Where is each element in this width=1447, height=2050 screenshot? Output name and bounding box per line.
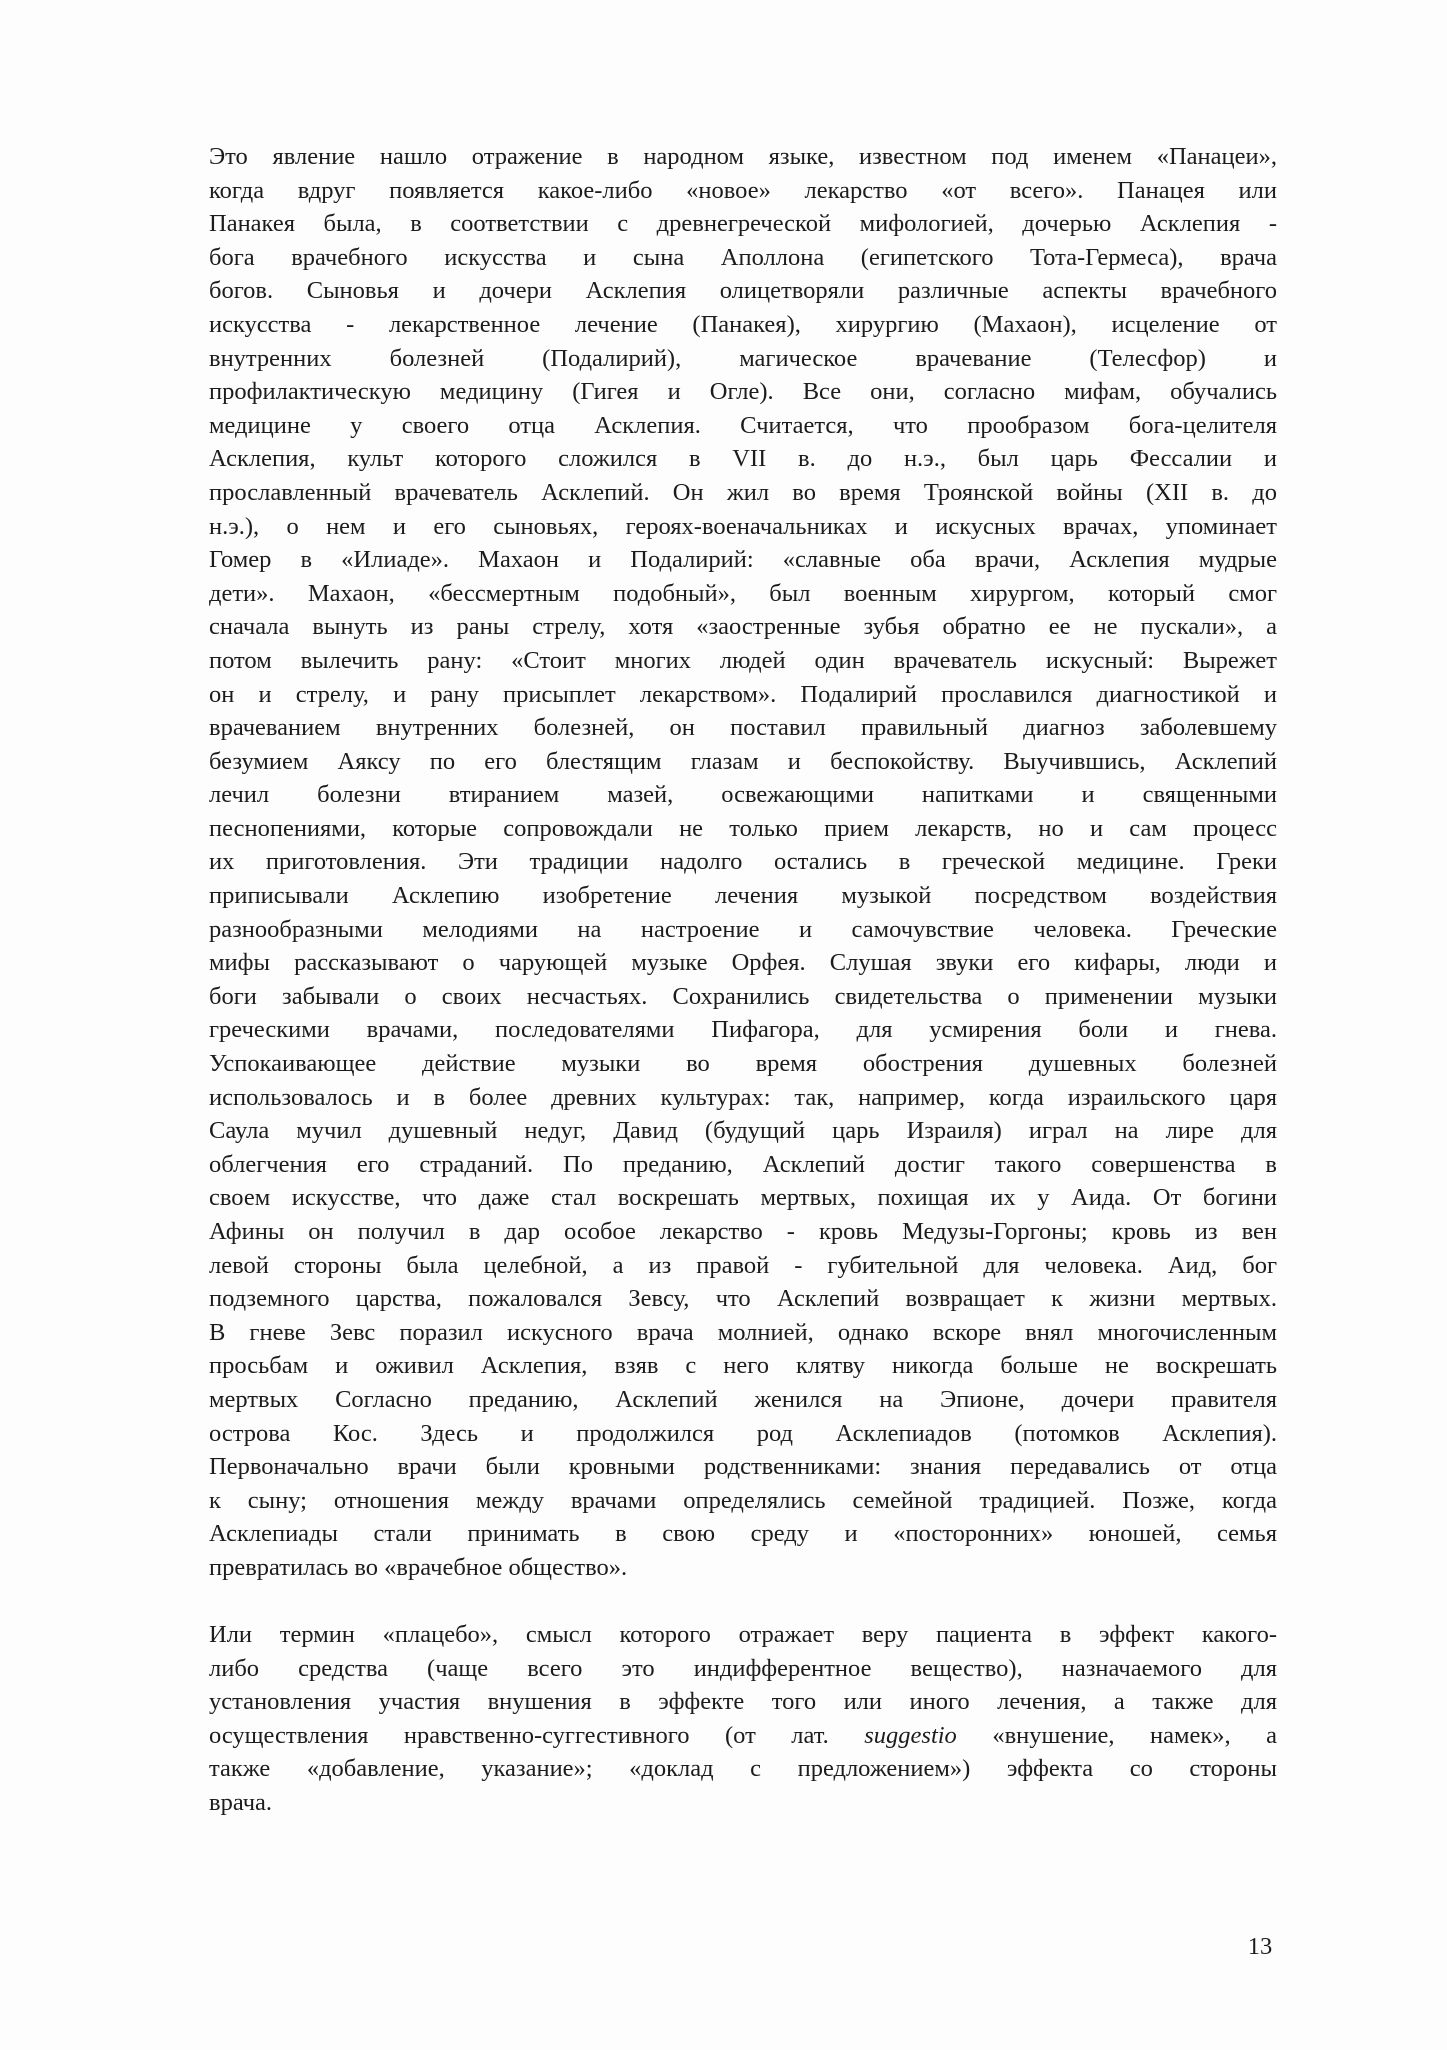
text-line: установления участия внушения в эффекте того или иного лечения, а также для <box>209 1688 1277 1716</box>
text-line: Панакея была, в соответствии с древнегреческой мифологией, дочерью Асклепия - <box>209 210 1277 238</box>
text-line: прославленный врачеватель Асклепий. Он жил во время Троянской войны (XII в. до <box>209 478 1277 506</box>
text-line: также «добавление, указание»; «доклад с предложением») эффекта со стороны <box>209 1755 1277 1783</box>
text-line: когда вдруг появляется какое-либо «новое» лекарство «от всего». Панацея или <box>209 176 1277 204</box>
text-line: лечил болезни втиранием мазей, освежающими напитками и священными <box>209 781 1277 809</box>
text-line: Саула мучил душевный недуг, Давид (будущий царь Израиля) играл на лире для <box>209 1117 1277 1145</box>
text-line <box>209 1719 1277 1753</box>
text-line: использовалось и в более древних культурах: так, например, когда израильского царя <box>209 1083 1277 1111</box>
text-line: левой стороны была целебной, а из правой - губительной для человека. Аид, бог <box>209 1251 1277 1279</box>
text-line: внутренних болезней (Подалирий), магическое врачевание (Телесфор) и <box>209 344 1277 372</box>
text-line: бога врачебного искусства и сына Аполлона (египетского Тота-Гермеса), врача <box>209 243 1277 271</box>
text-line: греческими врачами, последователями Пифагора, для усмирения боли и гнева. <box>209 1016 1277 1044</box>
text-line: превратилась во «врачебное общество». <box>209 1553 628 1581</box>
text-segment: «внушение, намек», а <box>956 1721 1277 1749</box>
text-line: подземного царства, пожаловался Зевсу, что Асклепий возвращает к жизни мертвых. <box>209 1285 1277 1313</box>
text-line: Гомер в «Илиаде». Махаон и Подалирий: «славные оба врачи, Асклепия мудрые <box>209 546 1277 574</box>
text-line: Или термин «плацебо», смысл которого отражает веру пациента в эффект какого- <box>209 1621 1277 1648</box>
text-line: он и стрелу, и рану присыплет лекарством». Подалирий прославился диагностикой и <box>209 680 1277 708</box>
paragraph-1 <box>209 140 1277 1585</box>
text-line: н.э.), о нем и его сыновьях, героях-военачальниках и искусных врачах, упоминает <box>209 512 1277 540</box>
text-line: Афины он получил в дар особое лекарство - кровь Медузы-Горгоны; кровь из вен <box>209 1218 1277 1245</box>
text-line: потом вылечить рану: «Стоит многих людей один врачеватель искусный: Вырежет <box>209 646 1277 674</box>
text-line: богов. Сыновья и дочери Асклепия олицетворяли различные аспекты врачебного <box>209 277 1277 305</box>
text-line: Первоначально врачи были кровными родственниками: знания передавались от отца <box>209 1453 1277 1481</box>
text-segment: осуществления нравственно-суггестивного (от лат. <box>209 1721 865 1749</box>
text-line: Это явление нашло отражение в народном языке, известном под именем «Панацеи», <box>209 143 1277 170</box>
italic-term: suggestio <box>864 1721 957 1749</box>
text-line: Асклепия, культ которого сложился в VII в. до н.э., был царь Фессалии и <box>209 445 1277 473</box>
text-line: острова Кос. Здесь и продолжился род Асклепиадов (потомков Асклепия). <box>209 1419 1277 1447</box>
text-line: медицине у своего отца Асклепия. Считается, что прообразом бога-целителя <box>209 411 1277 439</box>
text-line: либо средства (чаще всего это индифферентное вещество), назначаемого для <box>209 1654 1277 1682</box>
text-line: врача. <box>209 1788 273 1816</box>
text-line: Успокаивающее действие музыки во время обострения душевных болезней <box>209 1050 1277 1078</box>
text-line: мифы рассказывают о чарующей музыке Орфея. Слушая звуки его кифары, люди и <box>209 949 1277 977</box>
text-line: боги забывали о своих несчастьях. Сохранились свидетельства о применении музыки <box>209 982 1277 1010</box>
text-line: В гневе Зевс поразил искусного врача молнией, однако вскоре внял многочисленным <box>209 1318 1277 1346</box>
text-line: искусства - лекарственное лечение (Панакея), хирургию (Махаон), исцеление от <box>209 310 1277 338</box>
text-line: просьбам и оживил Асклепия, взяв с него клятву никогда больше не воскрешать <box>209 1352 1277 1380</box>
text-line: их приготовления. Эти традиции надолго остались в греческой медицине. Греки <box>209 848 1277 876</box>
page-number: 13 <box>1247 1933 1273 1960</box>
text-line: дети». Махаон, «бессмертным подобный», был военным хирургом, который смог <box>209 579 1277 607</box>
text-line: сначала вынуть из раны стрелу, хотя «заостренные зубья обратно ее не пускали», а <box>209 613 1277 641</box>
text-line: своем искусстве, что даже стал воскрешать мертвых, похищая их у Аида. От богини <box>209 1184 1277 1212</box>
text-line: безумием Аяксу по его блестящим глазам и беспокойству. Выучившись, Асклепий <box>209 747 1277 775</box>
paragraph-2 <box>209 1618 1277 1820</box>
text-line: мертвых Согласно преданию, Асклепий женился на Эпионе, дочери правителя <box>209 1385 1277 1413</box>
text-line: разнообразными мелодиями на настроение и самочувствие человека. Греческие <box>209 915 1277 943</box>
text-line: Асклепиады стали принимать в свою среду и «посторонних» юношей, семья <box>209 1520 1277 1548</box>
text-line: профилактическую медицину (Гигея и Огле). Все они, согласно мифам, обучались <box>209 378 1277 406</box>
text-line: врачеванием внутренних болезней, он поставил правильный диагноз заболевшему <box>209 714 1277 742</box>
text-line: облегчения его страданий. По преданию, Асклепий достиг такого совершенства в <box>209 1150 1277 1178</box>
text-line: песнопениями, которые сопровождали не только прием лекарств, но и сам процесс <box>209 814 1277 842</box>
text-line: приписывали Асклепию изобретение лечения музыкой посредством воздействия <box>209 882 1277 910</box>
text-line: к сыну; отношения между врачами определялись семейной традицией. Позже, когда <box>209 1486 1277 1514</box>
